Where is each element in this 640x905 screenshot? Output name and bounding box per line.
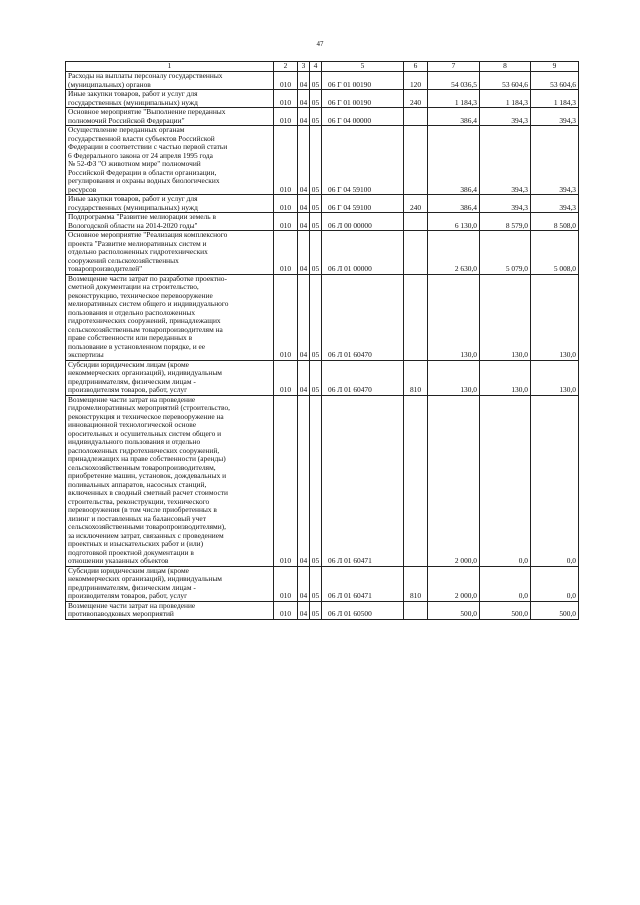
- grbs-code: 010: [274, 566, 298, 601]
- header-cell: 4: [310, 62, 322, 72]
- table-row: [66, 395, 579, 566]
- amount-col-7: 54 036,5: [428, 72, 480, 90]
- row-description: Возмещение части затрат на проведение гидромелиоративных мероприятий (строительство, реконструкция и техническое перевооружение на инновационной технологической основе оросительных и осушительных систем общего и индивидуального пользования и отдельно расположенных гидротехнических сооружений, принадлежащих на праве собственности (аренды) сельскохозяйственным товаропроизводителям, приобретение машин, установок, дождевальных и поливальных аппаратов, насосных станций, включенных в сводный сметный расчет стоимости строительства, реконструкции, технического перевооружения (в том числе приобретенных в лизинг и поставленных на балансовый учет сельскохозяйственными товаропроизводителями), за исключением затрат, связанных с проведением проектных и изыскательских работ и (или) подготовкой проектной документации в отношении указанных объектов: [66, 395, 274, 566]
- row-description: Субсидии юридическим лицам (кроме некоммерческих организаций), индивидуальным предпринимателям, физическим лицам - производителям товаров, работ, услуг: [66, 566, 274, 601]
- budget-table: [65, 61, 579, 620]
- amount-col-9: 394,3: [531, 108, 579, 126]
- subsection-code: 05: [310, 213, 322, 231]
- expense-type-code: 810: [404, 566, 428, 601]
- row-description: Иные закупки товаров, работ и услуг для государственных (муниципальных) нужд: [66, 90, 274, 108]
- grbs-code: 010: [274, 395, 298, 566]
- subsection-code: 05: [310, 601, 322, 619]
- target-article-code: 06 Л 01 60471: [322, 395, 404, 566]
- row-description: Основное мероприятие "Выполнение переданных полномочий Российской Федерации": [66, 108, 274, 126]
- section-code: 04: [298, 126, 310, 195]
- amount-col-9: 394,3: [531, 126, 579, 195]
- row-description: Возмещение части затрат на проведение противопаводковых мероприятий: [66, 601, 274, 619]
- amount-col-7: 386,4: [428, 126, 480, 195]
- amount-col-8: 130,0: [480, 274, 531, 360]
- section-code: 04: [298, 601, 310, 619]
- subsection-code: 05: [310, 395, 322, 566]
- grbs-code: 010: [274, 601, 298, 619]
- target-article-code: 06 Л 01 60471: [322, 566, 404, 601]
- header-cell: 2: [274, 62, 298, 72]
- section-code: 04: [298, 90, 310, 108]
- amount-col-9: 130,0: [531, 274, 579, 360]
- subsection-code: 05: [310, 72, 322, 90]
- target-article-code: 06 Л 01 00000: [322, 231, 404, 275]
- table-header-row: [66, 62, 579, 72]
- amount-col-9: 53 604,6: [531, 72, 579, 90]
- amount-col-7: 2 000,0: [428, 395, 480, 566]
- section-code: 04: [298, 213, 310, 231]
- header-cell: 6: [404, 62, 428, 72]
- section-code: 04: [298, 360, 310, 395]
- amount-col-8: 0,0: [480, 566, 531, 601]
- subsection-code: 05: [310, 108, 322, 126]
- table-row: [66, 360, 579, 395]
- expense-type-code: [404, 601, 428, 619]
- amount-col-8: 0,0: [480, 395, 531, 566]
- grbs-code: 010: [274, 108, 298, 126]
- grbs-code: 010: [274, 195, 298, 213]
- expense-type-code: 810: [404, 360, 428, 395]
- target-article-code: 06 Л 00 00000: [322, 213, 404, 231]
- section-code: 04: [298, 231, 310, 275]
- expense-type-code: [404, 126, 428, 195]
- amount-col-8: 5 079,0: [480, 231, 531, 275]
- subsection-code: 05: [310, 195, 322, 213]
- amount-col-7: 500,0: [428, 601, 480, 619]
- amount-col-8: 394,3: [480, 126, 531, 195]
- amount-col-9: 394,3: [531, 195, 579, 213]
- target-article-code: 06 Л 01 60500: [322, 601, 404, 619]
- expense-type-code: [404, 213, 428, 231]
- header-cell: 3: [298, 62, 310, 72]
- header-cell: 9: [531, 62, 579, 72]
- subsection-code: 05: [310, 274, 322, 360]
- amount-col-9: 5 008,0: [531, 231, 579, 275]
- amount-col-7: 386,4: [428, 108, 480, 126]
- row-description: Субсидии юридическим лицам (кроме некоммерческих организаций), индивидуальным предпринимателям, физическим лицам - производителям товаров, работ, услуг: [66, 360, 274, 395]
- header-cell: 1: [66, 62, 274, 72]
- amount-col-7: 130,0: [428, 360, 480, 395]
- amount-col-8: 394,3: [480, 108, 531, 126]
- table-body: [66, 72, 579, 620]
- target-article-code: 06 Г 04 00000: [322, 108, 404, 126]
- grbs-code: 010: [274, 126, 298, 195]
- row-description: Возмещение части затрат по разработке проектно- сметной документации на строительство, реконструкцию, техническое перевооружение мелиоративных систем общего и индивидуального пользования и отдельно расположенных гидротехнических сооружений, принадлежащих сельскохозяйственным товаропроизводителям на праве собственности или переданных в пользование в установленном порядке, и ее экспертизы: [66, 274, 274, 360]
- target-article-code: 06 Л 01 60470: [322, 360, 404, 395]
- header-cell: 7: [428, 62, 480, 72]
- target-article-code: 06 Г 01 00190: [322, 90, 404, 108]
- table-row: [66, 126, 579, 195]
- subsection-code: 05: [310, 90, 322, 108]
- amount-col-8: 53 604,6: [480, 72, 531, 90]
- section-code: 04: [298, 566, 310, 601]
- section-code: 04: [298, 72, 310, 90]
- target-article-code: 06 Г 04 59100: [322, 195, 404, 213]
- amount-col-7: 130,0: [428, 274, 480, 360]
- amount-col-8: 1 184,3: [480, 90, 531, 108]
- subsection-code: 05: [310, 126, 322, 195]
- row-description: Расходы на выплаты персоналу государственных (муниципальных) органов: [66, 72, 274, 90]
- amount-col-7: 2 000,0: [428, 566, 480, 601]
- grbs-code: 010: [274, 213, 298, 231]
- table-row: [66, 274, 579, 360]
- target-article-code: 06 Г 04 59100: [322, 126, 404, 195]
- table-row: [66, 195, 579, 213]
- amount-col-9: 1 184,3: [531, 90, 579, 108]
- target-article-code: 06 Г 01 00190: [322, 72, 404, 90]
- amount-col-9: 8 508,0: [531, 213, 579, 231]
- grbs-code: 010: [274, 72, 298, 90]
- table-row: [66, 566, 579, 601]
- table-row: [66, 72, 579, 90]
- expense-type-code: [404, 274, 428, 360]
- table-row: [66, 213, 579, 231]
- subsection-code: 05: [310, 360, 322, 395]
- header-cell: 5: [322, 62, 404, 72]
- table-row: [66, 231, 579, 275]
- expense-type-code: 240: [404, 90, 428, 108]
- amount-col-9: 0,0: [531, 395, 579, 566]
- amount-col-8: 8 579,0: [480, 213, 531, 231]
- row-description: Иные закупки товаров, работ и услуг для государственных (муниципальных) нужд: [66, 195, 274, 213]
- section-code: 04: [298, 195, 310, 213]
- page-number: 47: [316, 40, 324, 48]
- section-code: 04: [298, 274, 310, 360]
- expense-type-code: [404, 231, 428, 275]
- row-description: Осуществление переданных органам государственной власти субъектов Российской Федерации в соответствии с частью первой статьи 6 Федерального закона от 24 апреля 1995 года № 52-ФЗ "О животном мире" полномочий Российской Федерации в области организации, регулирования и охраны водных биологических ресурсов: [66, 126, 274, 195]
- amount-col-8: 130,0: [480, 360, 531, 395]
- subsection-code: 05: [310, 566, 322, 601]
- grbs-code: 010: [274, 274, 298, 360]
- grbs-code: 010: [274, 231, 298, 275]
- amount-col-8: 394,3: [480, 195, 531, 213]
- expense-type-code: 240: [404, 195, 428, 213]
- row-description: Основное мероприятие "Реализация комплексного проекта "Развитие мелиоративных систем и отдельно расположенных гидротехнических сооружений сельскохозяйственных товаропроизводителей": [66, 231, 274, 275]
- amount-col-9: 130,0: [531, 360, 579, 395]
- section-code: 04: [298, 108, 310, 126]
- amount-col-8: 500,0: [480, 601, 531, 619]
- header-cell: 8: [480, 62, 531, 72]
- grbs-code: 010: [274, 360, 298, 395]
- table-row: [66, 601, 579, 619]
- section-code: 04: [298, 395, 310, 566]
- amount-col-7: 2 630,0: [428, 231, 480, 275]
- subsection-code: 05: [310, 231, 322, 275]
- table-row: [66, 108, 579, 126]
- target-article-code: 06 Л 01 60470: [322, 274, 404, 360]
- expense-type-code: [404, 108, 428, 126]
- expense-type-code: 120: [404, 72, 428, 90]
- amount-col-7: 386,4: [428, 195, 480, 213]
- row-description: Подпрограмма "Развитие мелиорации земель в Вологодской области на 2014-2020 годы": [66, 213, 274, 231]
- amount-col-9: 500,0: [531, 601, 579, 619]
- grbs-code: 010: [274, 90, 298, 108]
- amount-col-7: 6 130,0: [428, 213, 480, 231]
- amount-col-9: 0,0: [531, 566, 579, 601]
- amount-col-7: 1 184,3: [428, 90, 480, 108]
- expense-type-code: [404, 395, 428, 566]
- table-row: [66, 90, 579, 108]
